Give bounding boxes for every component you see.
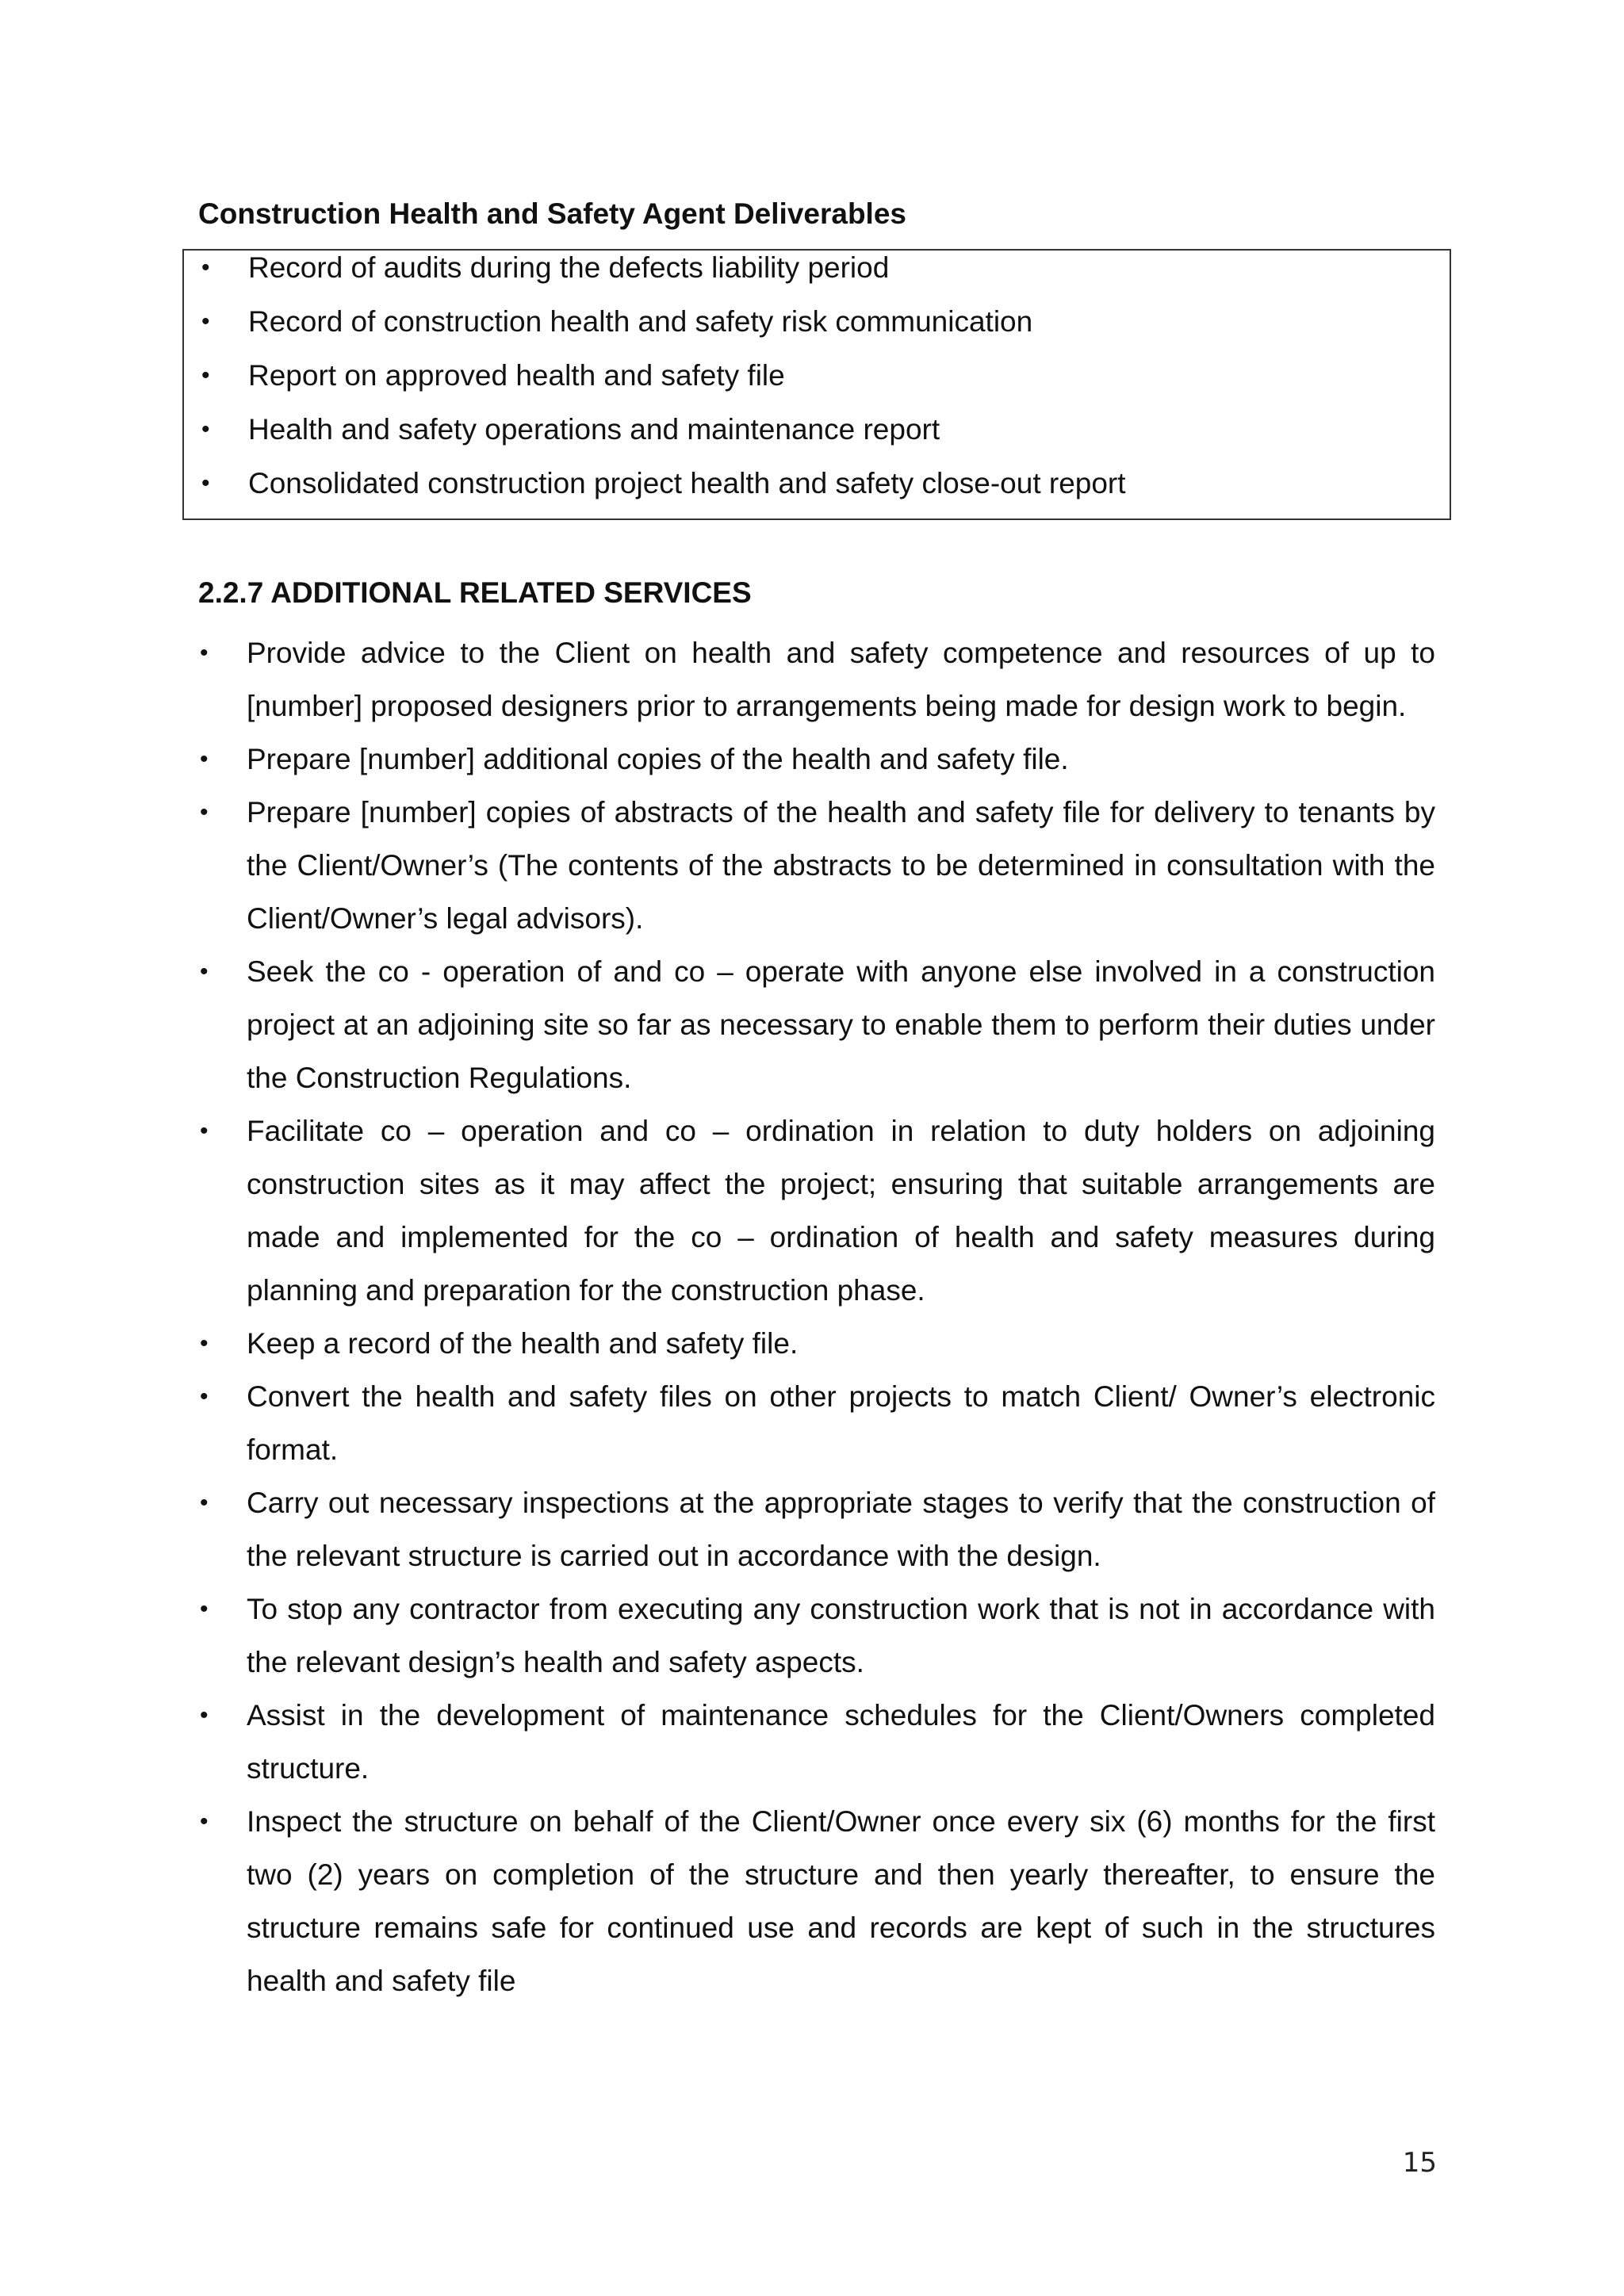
- service-item: [182, 1104, 1435, 1317]
- bullet-icon: •: [200, 1118, 209, 1144]
- service-text: Prepare [number] copies of abstracts of the health and safety file for delivery to tenants by the Client/Owner’s (The contents of the abstracts to be determined in consultation with the Client/Owner’s legal advisors).: [247, 796, 1435, 935]
- service-item: [182, 945, 1435, 1104]
- bullet-icon: •: [200, 746, 209, 772]
- deliverable-text: Report on approved health and safety file: [248, 359, 785, 392]
- deliverable-text: Record of construction health and safety risk communication: [248, 305, 1033, 338]
- bullet-icon: •: [200, 1596, 209, 1622]
- service-item: [182, 1370, 1435, 1476]
- service-item: [182, 733, 1435, 786]
- bullet-icon: •: [200, 1808, 209, 1835]
- deliverable-text: Record of audits during the defects liability period: [248, 251, 890, 284]
- service-item: [182, 1582, 1435, 1689]
- service-text: Assist in the development of maintenance schedules for the Client/Owners completed structure.: [247, 1699, 1435, 1785]
- additional-services-heading: 2.2.7 ADDITIONAL RELATED SERVICES: [198, 576, 752, 609]
- bullet-icon: •: [200, 1490, 209, 1516]
- bullet-icon: •: [200, 799, 209, 825]
- service-item: [182, 786, 1435, 945]
- service-text: Prepare [number] additional copies of the health and safety file.: [247, 743, 1069, 775]
- service-item: [182, 1476, 1435, 1582]
- service-text: Seek the co - operation of and co – operate with anyone else involved in a construction project at an adjoining site so far as necessary to enable them to perform their duties under the Construction Regulations.: [247, 955, 1435, 1094]
- bullet-icon: •: [200, 1330, 209, 1357]
- deliverable-text: Health and safety operations and maintenance report: [248, 413, 940, 446]
- bullet-icon: •: [201, 254, 210, 281]
- service-text: Provide advice to the Client on health and safety competence and resources of up to [number] proposed designers prior to arrangements being made for design work to begin.: [247, 637, 1435, 722]
- bullet-icon: •: [201, 470, 210, 496]
- bullet-icon: •: [200, 959, 209, 985]
- service-text: Keep a record of the health and safety file.: [247, 1327, 799, 1360]
- service-item: [182, 1795, 1435, 2007]
- bullet-icon: •: [201, 308, 210, 335]
- bullet-icon: •: [201, 362, 210, 388]
- deliverable-text: Consolidated construction project health and safety close-out report: [248, 467, 1126, 499]
- service-text: Convert the health and safety files on other projects to match Client/ Owner’s electronic format.: [247, 1380, 1435, 1466]
- bullet-icon: •: [200, 1383, 209, 1410]
- service-text: Facilitate co – operation and co – ordination in relation to duty holders on adjoining construction sites as it may affect the project; ensuring that suitable arrangements are made and implemented for the co – ordination of health and safety measures during planning and preparation for the construction phase.: [247, 1115, 1435, 1307]
- page-number: 15: [1402, 2147, 1437, 2179]
- service-item: [182, 1317, 1435, 1370]
- additional-services-list: [182, 626, 1435, 2007]
- bullet-icon: •: [201, 416, 210, 442]
- service-item: [182, 1689, 1435, 1795]
- bullet-icon: •: [200, 1702, 209, 1728]
- service-text: Carry out necessary inspections at the appropriate stages to verify that the construction of the relevant structure is carried out in accordance with the design.: [247, 1487, 1435, 1572]
- service-item: [182, 626, 1435, 733]
- bullet-icon: •: [200, 640, 209, 666]
- deliverables-heading: Construction Health and Safety Agent Deliverables: [198, 197, 906, 230]
- deliverables-box: [182, 249, 1451, 520]
- service-text: Inspect the structure on behalf of the Client/Owner once every six (6) months for the first two (2) years on completion of the structure and then yearly thereafter, to ensure the structure remains safe for continued use and records are kept of such in the structures health and safety file: [247, 1805, 1435, 1997]
- service-text: To stop any contractor from executing any construction work that is not in accordance with the relevant design’s health and safety aspects.: [247, 1593, 1435, 1678]
